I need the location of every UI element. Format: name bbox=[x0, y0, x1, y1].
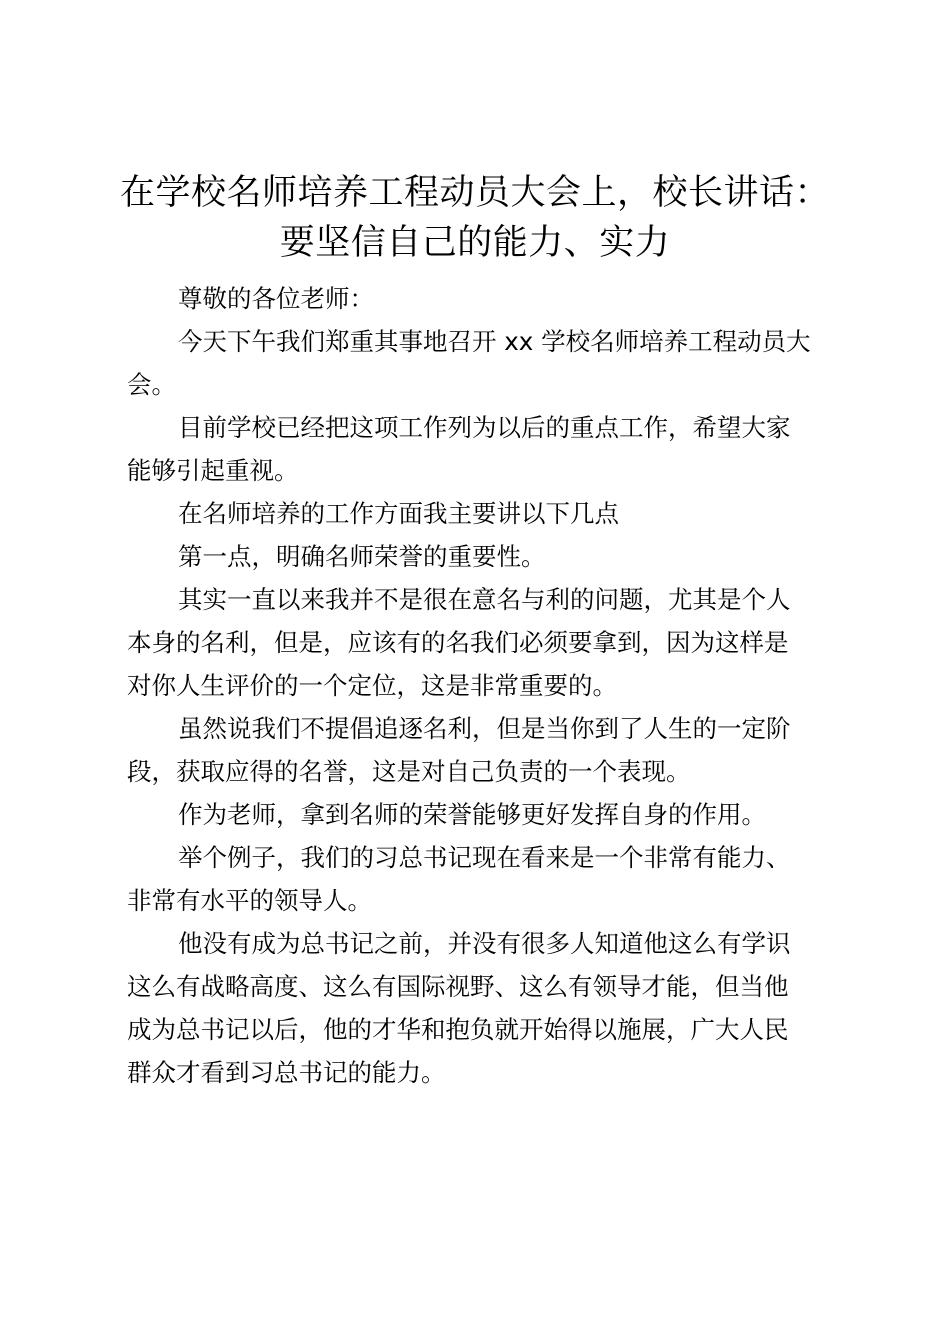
paragraph-line: 成为总书记以后，他的才华和抱负就开始得以施展，广大人民 bbox=[127, 1015, 789, 1044]
paragraph-line: 尊敬的各位老师： bbox=[178, 284, 374, 313]
paragraph-line: 段，获取应得的名誉，这是对自己负责的一个表现。 bbox=[127, 757, 691, 786]
paragraph-line: 第一点，明确名师荣誉的重要性。 bbox=[178, 542, 546, 571]
paragraph-line: 举个例子，我们的习总书记现在看来是一个非常有能力、 bbox=[178, 843, 791, 872]
paragraph-line: 会。 bbox=[127, 370, 176, 399]
paragraph-leader bbox=[127, 922, 837, 1094]
paragraph-honor bbox=[127, 707, 837, 793]
paragraph-greeting bbox=[127, 277, 837, 320]
paragraph-opening bbox=[127, 320, 837, 406]
paragraph-line: 群众才看到习总书记的能力。 bbox=[127, 1058, 446, 1087]
document-body bbox=[127, 277, 837, 1094]
paragraph-line: 能够引起重视。 bbox=[127, 456, 299, 485]
paragraph-line: 他没有成为总书记之前，并没有很多人知道他这么有学识 bbox=[178, 929, 791, 958]
paragraph-line: 其实一直以来我并不是很在意名与利的问题，尤其是个人 bbox=[178, 585, 791, 614]
paragraph-line: 目前学校已经把这项工作列为以后的重点工作，希望大家 bbox=[178, 413, 791, 442]
paragraph-points-intro bbox=[127, 492, 837, 535]
paragraph-line: 本身的名利，但是，应该有的名我们必须要拿到，因为这样是 bbox=[127, 628, 789, 657]
paragraph-line: 这么有战略高度、这么有国际视野、这么有领导才能，但当他 bbox=[127, 972, 789, 1001]
paragraph-example bbox=[127, 836, 837, 922]
paragraph-line: 作为老师，拿到名师的荣誉能够更好发挥自身的作用。 bbox=[178, 800, 766, 829]
paragraph-point-one bbox=[127, 535, 837, 578]
title-line-2: 要坚信自己的能力、实力 bbox=[279, 223, 671, 263]
document-title bbox=[100, 168, 850, 268]
paragraph-line: 在名师培养的工作方面我主要讲以下几点 bbox=[178, 499, 619, 528]
paragraph-priority bbox=[127, 406, 837, 492]
title-line-1: 在学校名师培养工程动员大会上，校长讲话： bbox=[119, 173, 830, 213]
paragraph-line: 非常有水平的领导人。 bbox=[127, 886, 372, 915]
paragraph-line: 对你人生评价的一个定位，这是非常重要的。 bbox=[127, 671, 617, 700]
paragraph-line: 虽然说我们不提倡追逐名利，但是当你到了人生的一定阶 bbox=[178, 714, 791, 743]
paragraph-teacher-role bbox=[127, 793, 837, 836]
paragraph-fame bbox=[127, 578, 837, 707]
paragraph-line: 今天下午我们郑重其事地召开 xx 学校名师培养工程动员大 bbox=[178, 327, 811, 356]
